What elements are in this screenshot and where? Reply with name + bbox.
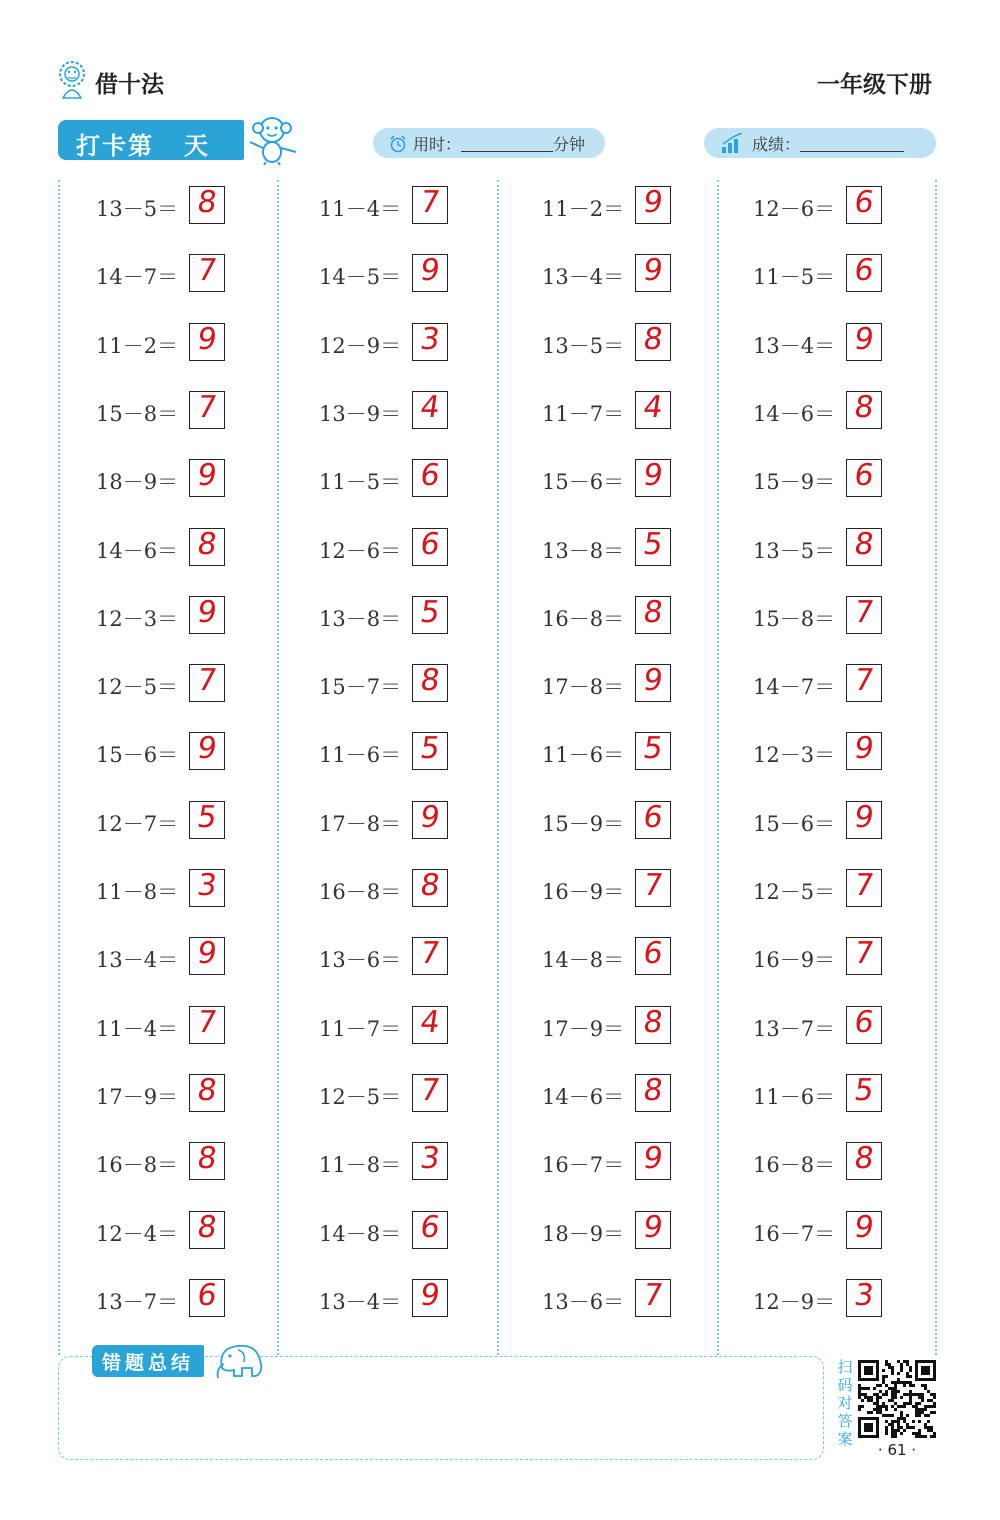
handwritten-answer: 6 bbox=[417, 527, 443, 562]
handwritten-answer: 9 bbox=[417, 1278, 443, 1313]
equation-text: 11－8＝ bbox=[96, 880, 179, 904]
equation-text: 16－9＝ bbox=[542, 880, 625, 904]
equation-text: 11－5＝ bbox=[319, 470, 402, 494]
handwritten-answer: 9 bbox=[194, 458, 220, 493]
equation-row bbox=[96, 869, 296, 909]
handwritten-answer: 8 bbox=[194, 527, 220, 562]
answer-box[interactable] bbox=[635, 664, 671, 702]
answer-box[interactable] bbox=[189, 732, 225, 770]
day-prefix: 打卡第 bbox=[76, 132, 154, 160]
answer-box[interactable] bbox=[189, 664, 225, 702]
answer-box[interactable] bbox=[412, 1211, 448, 1249]
answer-box[interactable] bbox=[412, 801, 448, 839]
equation-text: 16－8＝ bbox=[319, 880, 402, 904]
equation-row bbox=[319, 1279, 519, 1319]
equation-text: 13－6＝ bbox=[319, 948, 402, 972]
answer-box[interactable] bbox=[412, 1074, 448, 1112]
handwritten-answer: 8 bbox=[851, 527, 877, 562]
equation-text: 16－8＝ bbox=[96, 1153, 179, 1177]
equation-text: 16－8＝ bbox=[753, 1153, 836, 1177]
handwritten-answer: 9 bbox=[417, 253, 443, 288]
handwritten-answer: 5 bbox=[194, 800, 220, 835]
equation-text: 13－4＝ bbox=[542, 265, 625, 289]
equation-text: 12－6＝ bbox=[319, 539, 402, 563]
equation-text: 15－8＝ bbox=[96, 402, 179, 426]
equation-row bbox=[319, 869, 519, 909]
equation-text: 16－7＝ bbox=[542, 1153, 625, 1177]
time-label: 用时： bbox=[413, 135, 462, 154]
answer-box[interactable] bbox=[412, 323, 448, 361]
answer-box[interactable] bbox=[412, 937, 448, 975]
handwritten-answer: 9 bbox=[194, 731, 220, 766]
handwritten-answer: 9 bbox=[640, 1141, 666, 1176]
handwritten-answer: 9 bbox=[851, 800, 877, 835]
equation-text: 12－5＝ bbox=[753, 880, 836, 904]
handwritten-answer: 6 bbox=[417, 458, 443, 493]
answer-box[interactable] bbox=[846, 254, 882, 292]
handwritten-answer: 3 bbox=[851, 1278, 877, 1313]
equation-row bbox=[319, 528, 519, 568]
equation-text: 12－3＝ bbox=[96, 607, 179, 631]
handwritten-answer: 8 bbox=[640, 322, 666, 357]
equation-text: 16－8＝ bbox=[542, 607, 625, 631]
equation-text: 13－4＝ bbox=[753, 334, 836, 358]
equation-row bbox=[753, 937, 953, 977]
equation-row bbox=[542, 801, 742, 841]
handwritten-answer: 7 bbox=[417, 1073, 443, 1108]
answer-box[interactable] bbox=[189, 391, 225, 429]
equation-text: 13－5＝ bbox=[753, 539, 836, 563]
answer-box[interactable] bbox=[189, 869, 225, 907]
handwritten-answer: 7 bbox=[851, 868, 877, 903]
handwritten-answer: 3 bbox=[417, 1141, 443, 1176]
equation-row bbox=[753, 801, 953, 841]
handwritten-answer: 8 bbox=[640, 595, 666, 630]
answer-box[interactable] bbox=[635, 732, 671, 770]
equation-row bbox=[96, 937, 296, 977]
answer-box[interactable] bbox=[846, 937, 882, 975]
equation-text: 11－5＝ bbox=[753, 265, 836, 289]
scan-for-answers-label: 扫码对答案 bbox=[837, 1358, 853, 1448]
equation-row bbox=[319, 937, 519, 977]
answer-box[interactable] bbox=[635, 323, 671, 361]
answer-box[interactable] bbox=[635, 869, 671, 907]
handwritten-answer: 7 bbox=[194, 663, 220, 698]
handwritten-answer: 5 bbox=[417, 731, 443, 766]
handwritten-answer: 9 bbox=[194, 595, 220, 630]
answer-box[interactable] bbox=[412, 869, 448, 907]
equation-text: 12－6＝ bbox=[753, 197, 836, 221]
equation-text: 12－7＝ bbox=[96, 812, 179, 836]
answer-box[interactable] bbox=[412, 1279, 448, 1317]
answer-box[interactable] bbox=[189, 1006, 225, 1044]
answer-box[interactable] bbox=[635, 186, 671, 224]
equation-text: 15－6＝ bbox=[96, 743, 179, 767]
equation-row bbox=[542, 459, 742, 499]
handwritten-answer: 3 bbox=[417, 322, 443, 357]
equation-row bbox=[319, 459, 519, 499]
answer-box[interactable] bbox=[412, 732, 448, 770]
answer-box[interactable] bbox=[189, 937, 225, 975]
answer-box[interactable] bbox=[846, 1006, 882, 1044]
equation-row bbox=[542, 869, 742, 909]
equation-row bbox=[542, 937, 742, 977]
equation-text: 11－4＝ bbox=[319, 197, 402, 221]
equation-text: 14－5＝ bbox=[319, 265, 402, 289]
equation-row bbox=[542, 664, 742, 704]
equation-row bbox=[542, 1006, 742, 1046]
answer-box[interactable] bbox=[189, 1074, 225, 1112]
score-field bbox=[704, 128, 936, 158]
answer-box[interactable] bbox=[846, 323, 882, 361]
equation-text: 15－9＝ bbox=[542, 812, 625, 836]
answer-box[interactable] bbox=[189, 801, 225, 839]
equation-row bbox=[753, 459, 953, 499]
handwritten-answer: 7 bbox=[194, 253, 220, 288]
answer-box[interactable] bbox=[189, 254, 225, 292]
answer-box[interactable] bbox=[846, 459, 882, 497]
equation-text: 11－6＝ bbox=[319, 743, 402, 767]
answer-box[interactable] bbox=[846, 732, 882, 770]
handwritten-answer: 5 bbox=[640, 731, 666, 766]
qr-code-icon[interactable] bbox=[858, 1360, 936, 1438]
equation-row bbox=[753, 1142, 953, 1182]
answer-box[interactable] bbox=[635, 1211, 671, 1249]
answer-box[interactable] bbox=[846, 1074, 882, 1112]
equation-row bbox=[96, 186, 296, 226]
handwritten-answer: 7 bbox=[417, 185, 443, 220]
equation-text: 17－8＝ bbox=[319, 812, 402, 836]
equation-text: 11－7＝ bbox=[319, 1017, 402, 1041]
answer-box[interactable] bbox=[412, 459, 448, 497]
equation-row bbox=[319, 323, 519, 363]
handwritten-answer: 7 bbox=[851, 663, 877, 698]
equation-text: 13－6＝ bbox=[542, 1290, 625, 1314]
equation-row bbox=[753, 323, 953, 363]
page-number: · 61 · bbox=[877, 1441, 917, 1459]
equation-text: 17－8＝ bbox=[542, 675, 625, 699]
equation-text: 13－8＝ bbox=[542, 539, 625, 563]
answer-box[interactable] bbox=[412, 1006, 448, 1044]
equation-row bbox=[542, 254, 742, 294]
handwritten-answer: 9 bbox=[640, 663, 666, 698]
grade-label: 一年级下册 bbox=[817, 72, 932, 98]
equation-text: 14－7＝ bbox=[753, 675, 836, 699]
handwritten-answer: 6 bbox=[194, 1278, 220, 1313]
equation-text: 14－6＝ bbox=[96, 539, 179, 563]
column-separator bbox=[58, 180, 60, 1355]
handwritten-answer: 5 bbox=[417, 595, 443, 630]
handwritten-answer: 6 bbox=[417, 1210, 443, 1245]
equation-row bbox=[96, 254, 296, 294]
equation-row bbox=[96, 323, 296, 363]
bar-chart-icon bbox=[720, 133, 746, 153]
equation-text: 14－6＝ bbox=[542, 1085, 625, 1109]
equation-row bbox=[319, 186, 519, 226]
handwritten-answer: 8 bbox=[851, 390, 877, 425]
equation-row bbox=[96, 664, 296, 704]
handwritten-answer: 7 bbox=[417, 936, 443, 971]
equation-row bbox=[96, 596, 296, 636]
equation-text: 12－9＝ bbox=[319, 334, 402, 358]
equation-text: 12－4＝ bbox=[96, 1222, 179, 1246]
handwritten-answer: 9 bbox=[851, 1210, 877, 1245]
equation-row bbox=[542, 732, 742, 772]
handwritten-answer: 8 bbox=[194, 1210, 220, 1245]
handwritten-answer: 6 bbox=[640, 936, 666, 971]
equation-row bbox=[753, 1074, 953, 1114]
handwritten-answer: 7 bbox=[640, 1278, 666, 1313]
answer-box[interactable] bbox=[635, 1279, 671, 1317]
elephant-icon bbox=[212, 1338, 270, 1382]
equation-text: 12－3＝ bbox=[753, 743, 836, 767]
equation-row bbox=[753, 1006, 953, 1046]
answer-box[interactable] bbox=[189, 1279, 225, 1317]
handwritten-answer: 9 bbox=[851, 731, 877, 766]
equation-text: 15－6＝ bbox=[753, 812, 836, 836]
equation-text: 13－8＝ bbox=[319, 607, 402, 631]
equation-text: 11－4＝ bbox=[96, 1017, 179, 1041]
answer-box[interactable] bbox=[412, 391, 448, 429]
equation-text: 12－5＝ bbox=[319, 1085, 402, 1109]
equation-row bbox=[753, 732, 953, 772]
equation-row bbox=[319, 254, 519, 294]
equation-text: 17－9＝ bbox=[96, 1085, 179, 1109]
handwritten-answer: 6 bbox=[851, 253, 877, 288]
answer-box[interactable] bbox=[412, 1142, 448, 1180]
alarm-clock-icon bbox=[389, 135, 407, 153]
day-checkin-bar bbox=[58, 120, 244, 160]
answer-box[interactable] bbox=[189, 1211, 225, 1249]
equation-row bbox=[753, 869, 953, 909]
equation-text: 15－9＝ bbox=[753, 470, 836, 494]
handwritten-answer: 8 bbox=[194, 185, 220, 220]
equation-row bbox=[753, 1279, 953, 1319]
equation-text: 15－8＝ bbox=[753, 607, 836, 631]
handwritten-answer: 9 bbox=[640, 253, 666, 288]
equation-row bbox=[753, 596, 953, 636]
handwritten-answer: 4 bbox=[417, 1005, 443, 1040]
answer-box[interactable] bbox=[846, 596, 882, 634]
equation-row bbox=[96, 1279, 296, 1319]
score-input-blank[interactable] bbox=[800, 135, 904, 152]
equation-text: 12－9＝ bbox=[753, 1290, 836, 1314]
equation-text: 14－7＝ bbox=[96, 265, 179, 289]
equation-text: 18－9＝ bbox=[542, 1222, 625, 1246]
equation-row bbox=[542, 1279, 742, 1319]
answer-box[interactable] bbox=[412, 254, 448, 292]
equation-row bbox=[542, 1142, 742, 1182]
monkey-icon bbox=[244, 112, 304, 166]
handwritten-answer: 9 bbox=[640, 1210, 666, 1245]
handwritten-answer: 8 bbox=[194, 1141, 220, 1176]
answer-box[interactable] bbox=[189, 323, 225, 361]
equation-row bbox=[319, 664, 519, 704]
handwritten-answer: 8 bbox=[640, 1005, 666, 1040]
equation-row bbox=[542, 186, 742, 226]
equation-text: 14－8＝ bbox=[319, 1222, 402, 1246]
lion-logo-icon bbox=[55, 60, 89, 100]
page-title: 借十法 bbox=[95, 72, 164, 98]
answer-box[interactable] bbox=[635, 937, 671, 975]
equation-row bbox=[96, 732, 296, 772]
handwritten-answer: 8 bbox=[417, 663, 443, 698]
equation-row bbox=[96, 459, 296, 499]
equation-row bbox=[319, 1211, 519, 1251]
answer-box[interactable] bbox=[635, 801, 671, 839]
equation-row bbox=[753, 254, 953, 294]
equation-row bbox=[542, 596, 742, 636]
answer-box[interactable] bbox=[412, 664, 448, 702]
time-field bbox=[373, 128, 605, 158]
answer-box[interactable] bbox=[189, 459, 225, 497]
handwritten-answer: 9 bbox=[194, 322, 220, 357]
handwritten-answer: 9 bbox=[851, 322, 877, 357]
handwritten-answer: 5 bbox=[640, 527, 666, 562]
answer-box[interactable] bbox=[635, 391, 671, 429]
handwritten-answer: 3 bbox=[194, 868, 220, 903]
answer-box[interactable] bbox=[846, 801, 882, 839]
equation-row bbox=[753, 664, 953, 704]
equation-text: 13－4＝ bbox=[319, 1290, 402, 1314]
handwritten-answer: 4 bbox=[640, 390, 666, 425]
equation-text: 14－8＝ bbox=[542, 948, 625, 972]
equation-row bbox=[319, 596, 519, 636]
handwritten-answer: 9 bbox=[194, 936, 220, 971]
answer-box[interactable] bbox=[635, 596, 671, 634]
equation-text: 11－7＝ bbox=[542, 402, 625, 426]
handwritten-answer: 7 bbox=[851, 936, 877, 971]
answer-box[interactable] bbox=[846, 1211, 882, 1249]
equation-row bbox=[319, 1142, 519, 1182]
equation-text: 16－7＝ bbox=[753, 1222, 836, 1246]
handwritten-answer: 9 bbox=[640, 458, 666, 493]
equation-text: 11－2＝ bbox=[96, 334, 179, 358]
answer-box[interactable] bbox=[635, 1006, 671, 1044]
equation-text: 18－9＝ bbox=[96, 470, 179, 494]
equation-text: 12－5＝ bbox=[96, 675, 179, 699]
answer-box[interactable] bbox=[412, 186, 448, 224]
equation-text: 14－6＝ bbox=[753, 402, 836, 426]
answer-box[interactable] bbox=[189, 1142, 225, 1180]
equation-text: 11－8＝ bbox=[319, 1153, 402, 1177]
equation-text: 11－6＝ bbox=[753, 1085, 836, 1109]
equation-text: 13－5＝ bbox=[96, 197, 179, 221]
equation-text: 13－9＝ bbox=[319, 402, 402, 426]
handwritten-answer: 6 bbox=[851, 185, 877, 220]
equation-text: 17－9＝ bbox=[542, 1017, 625, 1041]
handwritten-answer: 8 bbox=[417, 868, 443, 903]
answer-box[interactable] bbox=[412, 528, 448, 566]
equation-row bbox=[319, 732, 519, 772]
equation-row bbox=[319, 1006, 519, 1046]
equation-text: 13－4＝ bbox=[96, 948, 179, 972]
equation-row bbox=[96, 1006, 296, 1046]
equation-row bbox=[319, 801, 519, 841]
equation-row bbox=[96, 801, 296, 841]
answer-box[interactable] bbox=[846, 1142, 882, 1180]
answer-box[interactable] bbox=[635, 1074, 671, 1112]
equation-text: 11－6＝ bbox=[542, 743, 625, 767]
equation-text: 13－5＝ bbox=[542, 334, 625, 358]
handwritten-answer: 7 bbox=[851, 595, 877, 630]
handwritten-answer: 8 bbox=[194, 1073, 220, 1108]
handwritten-answer: 7 bbox=[194, 1005, 220, 1040]
equation-row bbox=[753, 391, 953, 431]
answer-box[interactable] bbox=[846, 528, 882, 566]
equation-row bbox=[753, 1211, 953, 1251]
equation-text: 11－2＝ bbox=[542, 197, 625, 221]
answer-box[interactable] bbox=[846, 391, 882, 429]
handwritten-answer: 8 bbox=[640, 1073, 666, 1108]
handwritten-answer: 6 bbox=[640, 800, 666, 835]
equation-row bbox=[96, 528, 296, 568]
equation-row bbox=[753, 186, 953, 226]
mistake-summary-label: 错题总结 bbox=[92, 1345, 204, 1377]
answer-box[interactable] bbox=[846, 186, 882, 224]
answer-box[interactable] bbox=[635, 528, 671, 566]
equation-row bbox=[96, 1211, 296, 1251]
score-label: 成绩： bbox=[752, 135, 801, 154]
handwritten-answer: 6 bbox=[851, 458, 877, 493]
equation-row bbox=[542, 528, 742, 568]
equation-text: 13－7＝ bbox=[753, 1017, 836, 1041]
time-unit: 分钟 bbox=[553, 135, 586, 154]
answer-box[interactable] bbox=[635, 254, 671, 292]
equation-text: 16－9＝ bbox=[753, 948, 836, 972]
handwritten-answer: 9 bbox=[417, 800, 443, 835]
handwritten-answer: 8 bbox=[851, 1141, 877, 1176]
answer-box[interactable] bbox=[189, 596, 225, 634]
equation-row bbox=[542, 1074, 742, 1114]
answer-box[interactable] bbox=[635, 1142, 671, 1180]
handwritten-answer: 5 bbox=[851, 1073, 877, 1108]
equation-row bbox=[542, 1211, 742, 1251]
handwritten-answer: 9 bbox=[640, 185, 666, 220]
answer-box[interactable] bbox=[189, 528, 225, 566]
answer-box[interactable] bbox=[846, 869, 882, 907]
equation-text: 13－7＝ bbox=[96, 1290, 179, 1314]
equation-row bbox=[753, 528, 953, 568]
equation-row bbox=[319, 391, 519, 431]
equation-row bbox=[96, 1074, 296, 1114]
answer-box[interactable] bbox=[412, 596, 448, 634]
time-input-blank[interactable] bbox=[461, 135, 553, 152]
equation-row bbox=[96, 1142, 296, 1182]
equation-text: 15－6＝ bbox=[542, 470, 625, 494]
answer-box[interactable] bbox=[846, 664, 882, 702]
answer-box[interactable] bbox=[189, 186, 225, 224]
equation-row bbox=[542, 391, 742, 431]
equation-row bbox=[319, 1074, 519, 1114]
handwritten-answer: 6 bbox=[851, 1005, 877, 1040]
answer-box[interactable] bbox=[635, 459, 671, 497]
equation-row bbox=[96, 391, 296, 431]
equation-text: 15－7＝ bbox=[319, 675, 402, 699]
handwritten-answer: 7 bbox=[640, 868, 666, 903]
handwritten-answer: 4 bbox=[417, 390, 443, 425]
day-suffix: 天 bbox=[184, 132, 210, 160]
equation-row bbox=[542, 323, 742, 363]
handwritten-answer: 7 bbox=[194, 390, 220, 425]
answer-box[interactable] bbox=[846, 1279, 882, 1317]
